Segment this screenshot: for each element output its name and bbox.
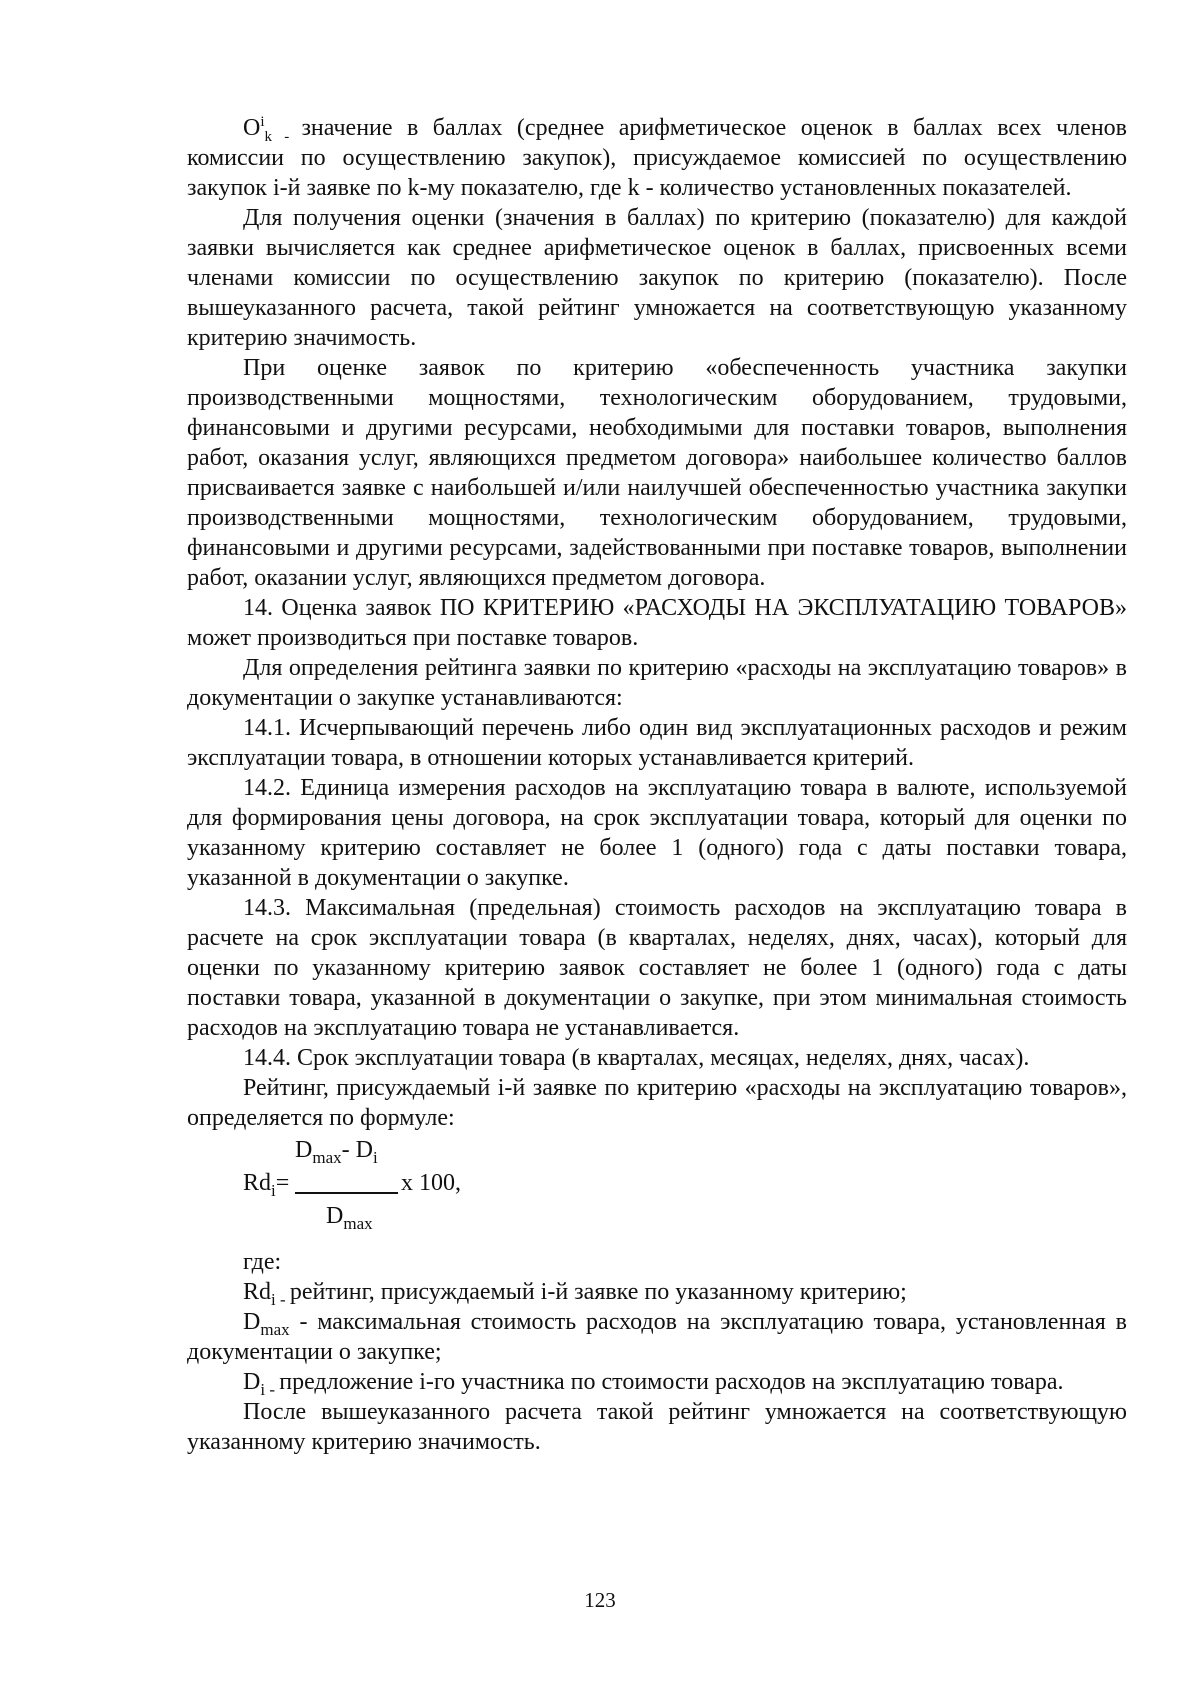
symbol-o: O bbox=[243, 115, 261, 141]
paragraph-di-definition: $D_{i -}$ предложение i-го участника по стоимости расходов на эксплуатацию товара. bbox=[243, 1369, 1064, 1399]
formula-numerator: $D_{max}-$ $D_i$ bbox=[295, 1137, 378, 1167]
formula-left-side: $Rd_i=$ bbox=[243, 1170, 290, 1200]
paragraph-14-3: 14.3. Максимальная (предельная) стоимость расходов на эксплуатацию товара в расчете на срок эксплуатации товара (в кварталах, неделях, днях, часах), который для оценки по указанному критерию заявок составляет не более 1 (одного) года с даты поставки товара, указанной в документации о закупке, при этом минимальная стоимость расходов на эксплуатацию товара не устанавливается. bbox=[187, 895, 1127, 1041]
paragraph-rating-requirements: Для определения рейтинга заявки по критерию «расходы на эксплуатацию товаров» в документации о закупке устанавливаются: bbox=[187, 655, 1127, 711]
paragraph-14-2: 14.2. Единица измерения расходов на эксплуатацию товара в валюте, используемой для формирования цены договора, на срок эксплуатации товара, который для оценки по указанному критерию составляет не более 1 (одного) года с даты поставки товара, указанной в документации о закупке. bbox=[187, 775, 1127, 891]
paragraph-text: значение в баллах (среднее арифметическое оценок в баллах всех членов комиссии по осуществлению закупок), присуждаемое комиссией по осуществлению закупок i-й заявке по k-му показателю, где k - количество установленных показателей. bbox=[187, 115, 1128, 201]
paragraph-resource-criterion: При оценке заявок по критерию «обеспеченность участника закупки производственными мощностями, технологическим оборудованием, трудовыми, финансовыми и другими ресурсами, необходимыми для поставки товаров, выполнения работ, оказания услуг, являющихся предметом договора» наибольшее количество баллов присваивается заявке с наибольшей и/или наилучшей обеспеченностью участника закупки производственными мощностями, технологическим оборудованием, трудовыми, финансовыми и другими ресурсами, задействованными при поставке товаров, выполнении работ, оказании услуг, являющихся предметом договора. bbox=[187, 355, 1127, 591]
symbol-superscript-i: i bbox=[260, 114, 265, 130]
page-number: 123 bbox=[584, 1588, 616, 1612]
paragraph-dmax-definition: $D_{max}$ - максимальная стоимость расходов на эксплуатацию товара, установленная в документации о закупке; bbox=[187, 1309, 1127, 1365]
paragraph-rdi-definition: $Rd_{i -}$ рейтинг, присуждаемый i-й заявке по указанному критерию; bbox=[243, 1279, 907, 1309]
formula-fraction-line bbox=[295, 1192, 398, 1194]
paragraph-where: где: bbox=[243, 1249, 282, 1275]
paragraph-14-1: 14.1. Исчерпывающий перечень либо один вид эксплуатационных расходов и режим эксплуатации товара, в отношении которых устанавливается критерий. bbox=[187, 715, 1127, 771]
paragraph-rating-formula-intro: Рейтинг, присуждаемый i-й заявке по критерию «расходы на эксплуатацию товаров», определяется по формуле: bbox=[187, 1075, 1127, 1131]
paragraph-14-4: 14.4. Срок эксплуатации товара (в кварталах, месяцах, неделях, днях, часах). bbox=[243, 1045, 1030, 1071]
document-page bbox=[187, 113, 1127, 1457]
paragraph-final-note: После вышеуказанного расчета такой рейтинг умножается на соответствующую указанному критерию значимость. bbox=[187, 1399, 1127, 1455]
paragraph-oik-definition bbox=[187, 113, 1127, 203]
formula-multiplier: x 100, bbox=[401, 1170, 461, 1196]
symbol-subscript-k: k - bbox=[264, 128, 302, 145]
paragraph-section-14-heading: 14. Оценка заявок ПО КРИТЕРИЮ «РАСХОДЫ НА ЭКСПЛУАТАЦИЮ ТОВАРОВ» может производиться при поставке товаров. bbox=[187, 595, 1127, 651]
paragraph-score-calculation: Для получения оценки (значения в баллах) по критерию (показателю) для каждой заявки вычисляется как среднее арифметическое оценок в баллах, присвоенных всеми членами комиссии по осуществлению закупок по критерию (показателю). После вышеуказанного расчета, такой рейтинг умножается на соответствующую указанному критерию значимость. bbox=[187, 205, 1127, 351]
rating-formula bbox=[243, 1133, 1127, 1247]
formula-denominator: $D_{max}$ bbox=[326, 1203, 373, 1233]
